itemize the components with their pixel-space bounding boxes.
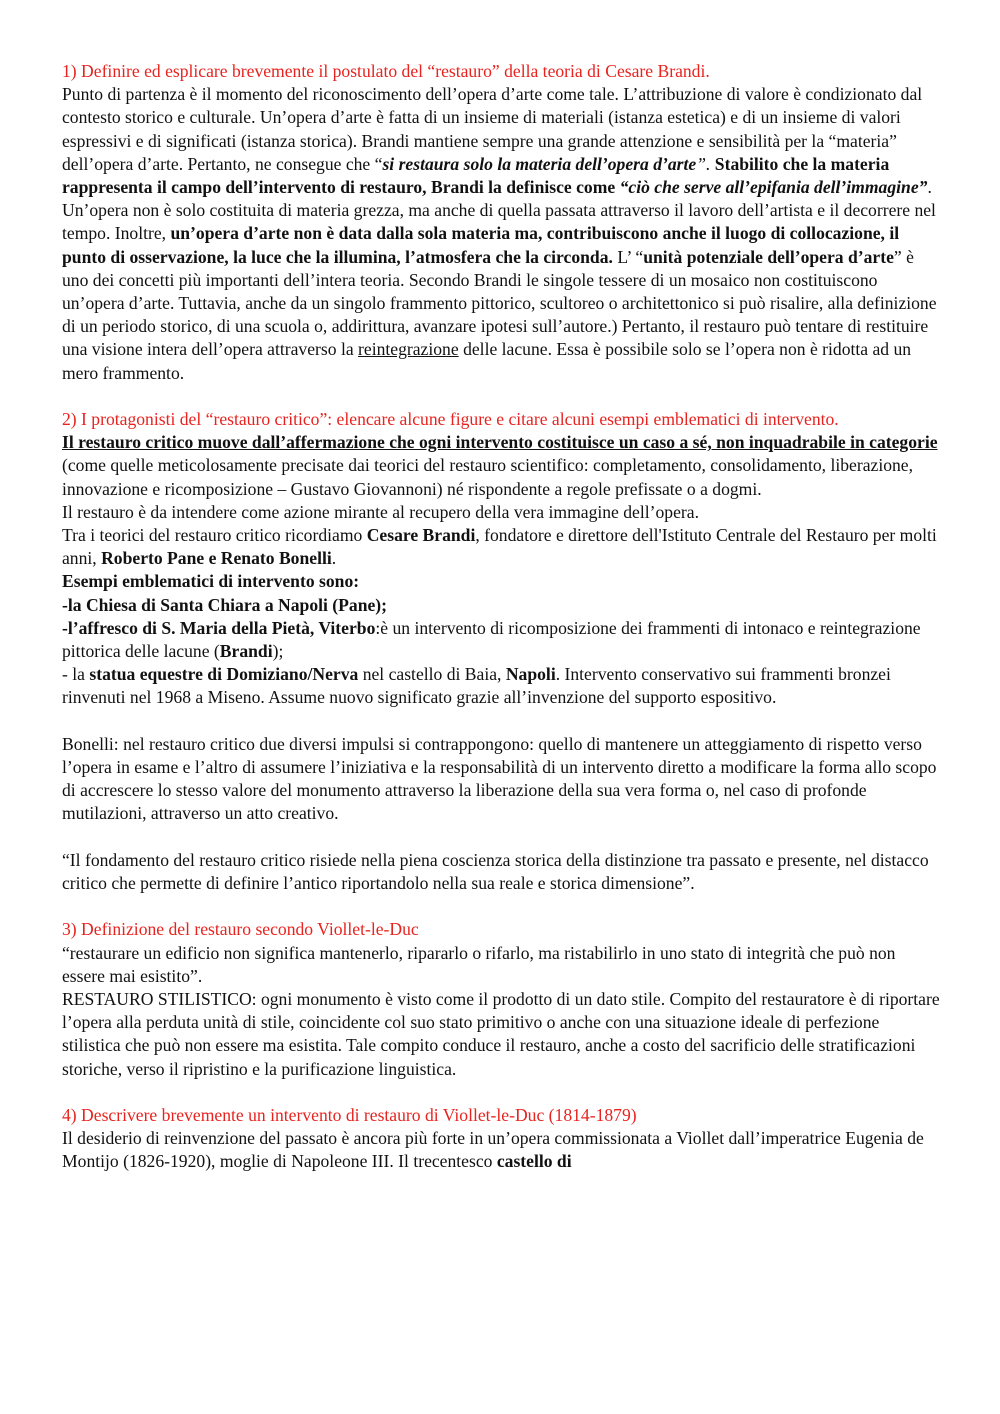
- answer-2-para-3: [62, 524, 942, 570]
- question-4: 4) Descrivere brevemente un intervento di restauro di Viollet-le-Duc (1814-1879): [62, 1105, 637, 1126]
- question-2: 2) I protagonisti del “restauro critico”: elencare alcune figure e citare alcuni esempi emblematici di intervento.: [62, 409, 839, 430]
- answer-4: [62, 1127, 942, 1173]
- text: L’ “: [612, 246, 644, 267]
- bold-text: unità potenziale dell’opera d’arte: [643, 246, 894, 267]
- example-3: [62, 663, 942, 709]
- text: ”.: [696, 153, 715, 174]
- text: - la: [62, 664, 90, 685]
- answer-3-para: RESTAURO STILISTICO: ogni monumento è visto come il prodotto di un dato stile. Compito del restauratore è di riportare l’opera alla perduta unità di stile, coincidente col suo stato primitivo o anche con una situazione ideale di perfezione stilistica che può non essere ma esistita. Tale compito conduce il restauro, anche a costo del sacrificio delle stratificazioni storiche, verso il ripristino e la purificazione linguistica.: [62, 989, 940, 1079]
- text: :è un intervento di ricomposizione dei frammenti di intonaco e reintegrazione pittorica delle lacune (: [62, 617, 921, 662]
- bold-text: statua equestre di Domiziano/Nerva: [89, 664, 359, 685]
- example-1: [62, 594, 942, 617]
- spacer: [62, 1081, 942, 1104]
- bold-text: Stabilito che la materia rappresenta il campo dell’intervento di restauro, Brandi la definisce come: [62, 153, 890, 198]
- underlined-text: reintegrazione: [358, 339, 459, 360]
- bold-underlined-text: Il restauro critico muove dall’affermazione che ogni intervento costituisce un caso a sé, non inquadrabile in categorie: [62, 432, 938, 453]
- spacer: [62, 385, 942, 408]
- spacer: [62, 826, 942, 849]
- bold-italic-text: “ciò che serve all’epifania dell’immagine”: [619, 177, 928, 198]
- bold-text: Esempi emblematici di intervento sono:: [62, 571, 360, 592]
- bold-text: -la Chiesa di Santa Chiara a Napoli (Pane);: [62, 594, 388, 615]
- example-2: [62, 617, 942, 663]
- text: .: [331, 548, 337, 569]
- spacer: [62, 710, 942, 733]
- text: (come quelle meticolosamente precisate dai teorici del restauro scientifico: completamento, consolidamento, liberazione, innovazione e ricomposizione – Gustavo Giovannoni) né rispondente a regole prefissate o a dogmi.: [62, 455, 914, 499]
- text: ” è uno dei concetti più importanti dell’intera teoria. Secondo Brandi le singole tessere di un mosaico non costituiscono un’opera d’arte. Tuttavia, anche da un singolo frammento pittorico, scultoreo o architettonico si può risalire, alla definizione di un periodo storico, di una scuola o, addirittura, avanzare ipotesi sull’autore.) Pertanto, il restauro può tentare di restituire una visione intera dell’opera attraverso la: [62, 246, 937, 360]
- answer-1: [62, 83, 942, 385]
- answer-3-quote: “restaurare un edificio non significa mantenerlo, ripararlo o rifarlo, ma ristabilirlo in uno stato di integrità che può non essere mai esistito”.: [62, 942, 896, 986]
- answer-2-bonelli: Bonelli: nel restauro critico due diversi impulsi si contrappongono: quello di mantenere un atteggiamento di rispetto verso l’opera in esame e l’altro di assumere l’iniziativa e la responsabilità di un intervento diretto a modificare la forma allo scopo di accrescere lo stesso valore del monumento attraverso la liberazione della sua vera forma o, nel caso di profonde mutilazioni, attraverso un atto creativo.: [62, 733, 937, 824]
- question-1: 1) Definire ed esplicare brevemente il postulato del “restauro” della teoria di Cesare Brandi.: [62, 61, 710, 81]
- bold-text: -l’affresco di S. Maria della Pietà, Viterbo: [62, 617, 376, 638]
- spacer: [62, 895, 942, 918]
- text: Punto di partenza è il momento del riconoscimento dell’opera d’arte come tale. L’attribuzione di valore è condizionato dal contesto storico e culturale. Un’opera d’arte è fatta di un insieme di materiali (istanza estetica) e di un insieme di valori espressivi e di significati (istanza storica). Brandi mantiene sempre una grande attenzione e sensibilità per la “materia” dell’opera d’arte. Pertanto, ne consegue che “: [62, 84, 923, 174]
- bold-italic-text: si restaura solo la materia dell’opera d’arte: [382, 153, 697, 174]
- text: Il desiderio di reinvenzione del passato è ancora più forte in un’opera commissionata a Viollet dall’imperatrice Eugenia de Montijo (1826-1920), moglie di Napoleone III. Il trecentesco: [62, 1128, 924, 1172]
- bold-text: Napoli: [505, 664, 556, 685]
- question-3: 3) Definizione del restauro secondo Viollet-le-Duc: [62, 919, 419, 940]
- bold-text: Brandi: [219, 641, 273, 662]
- examples-heading: [62, 570, 942, 593]
- document-page: [62, 60, 942, 1174]
- answer-2-para-1: [62, 431, 942, 501]
- text: . Intervento conservativo sui frammenti bronzei rinvenuti nel 1968 a Miseno. Assume nuovo significato grazie all’invenzione del supporto espositivo.: [62, 664, 891, 708]
- text: , fondatore e direttore dell'Istituto Centrale del Restauro per molti anni,: [62, 525, 937, 569]
- bold-text: un’opera d’arte non è data dalla sola materia ma, contribuiscono anche il luogo di collocazione, il punto di osservazione, la luce che la illumina, l’atmosfera che la circonda.: [62, 223, 900, 267]
- text: . Un’opera non è solo costituita di materia grezza, ma anche di quella passata attraverso il lavoro dell’artista e il decorrere nel tempo. Inoltre,: [62, 177, 936, 244]
- text: nel castello di Baia,: [358, 664, 506, 685]
- bold-text: castello di: [496, 1151, 572, 1172]
- bold-text: Roberto Pane e Renato Bonelli: [101, 548, 332, 569]
- answer-2-quote: “Il fondamento del restauro critico risiede nella piena coscienza storica della distinzione tra passato e presente, nel distacco critico che permette di definire l’antico riportandolo nella sua reale e storica dimensione”.: [62, 849, 929, 894]
- text: delle lacune. Essa è possibile solo se l’opera non è ridotta ad un mero frammento.: [62, 339, 912, 383]
- text: Tra i teorici del restauro critico ricordiamo: [62, 525, 367, 546]
- bold-text: Cesare Brandi: [366, 525, 476, 546]
- text: );: [272, 641, 284, 662]
- answer-2-para-2: Il restauro è da intendere come azione mirante al recupero della vera immagine dell’opera.: [62, 501, 699, 522]
